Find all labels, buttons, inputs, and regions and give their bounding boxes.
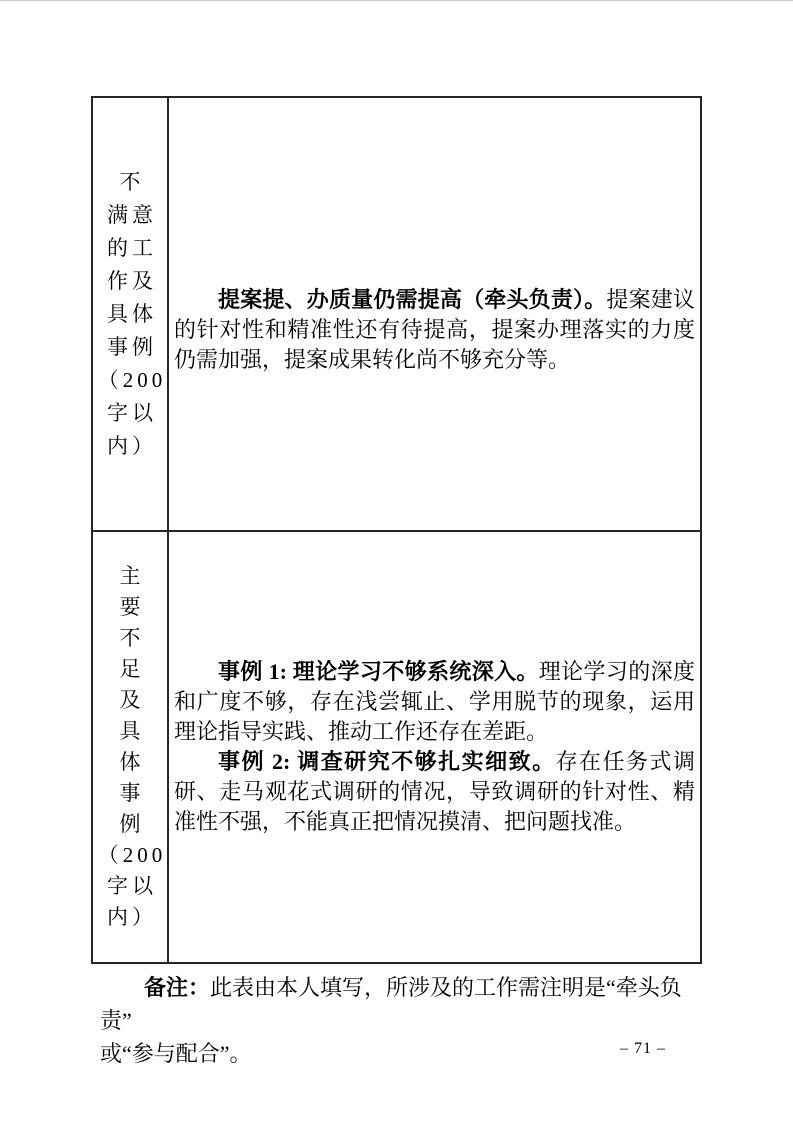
row-header-main-shortcomings xyxy=(93,532,169,962)
table-row-main-shortcomings xyxy=(93,532,700,962)
paragraph-rest: 理论学习的深度和广度不够，存在浅尝辄止、学用脱节的现象，运用理论指导实践、推动工作还存在差距。 xyxy=(174,659,695,744)
header-line: 事例 xyxy=(107,334,157,359)
header-line: 内） xyxy=(107,905,157,929)
header-line: 不 xyxy=(119,169,145,194)
paragraph-example-1 xyxy=(174,657,695,747)
remark-text: 此表由本人填写，所涉及的工作需注明是“牵头负责” xyxy=(100,975,682,1033)
header-line: 体 xyxy=(119,750,145,774)
header-line: 具 xyxy=(119,719,145,743)
page-number: – 71 – xyxy=(620,1040,666,1057)
header-line: 不 xyxy=(119,626,145,650)
header-line: 内） xyxy=(107,433,157,458)
header-line: 例 xyxy=(119,812,145,836)
header-line: 具体 xyxy=(107,301,157,326)
header-line: 字以 xyxy=(107,400,157,425)
header-line: （200 xyxy=(97,843,167,867)
header-line: 足 xyxy=(119,657,145,681)
paragraph-lead: 事例 2: 调查研究不够扎实细致。 xyxy=(218,749,556,774)
paragraph-lead: 提案提、办质量仍需提高（牵头负责）。 xyxy=(218,287,607,312)
page-top-edge xyxy=(0,0,793,1)
row-content-dissatisfied-work xyxy=(169,98,700,530)
row-content-main-shortcomings xyxy=(169,532,700,962)
remark-label: 备注： xyxy=(144,975,211,1000)
header-line: 作及 xyxy=(107,268,157,293)
paragraph-lead: 事例 1: 理论学习不够系统深入。 xyxy=(218,659,539,684)
header-line: 字以 xyxy=(107,874,157,898)
remark-note xyxy=(100,971,700,1070)
paragraph-rest: 提案建议的针对性和精准性还有待提高，提案办理落实的力度仍需加强，提案成果转化尚不够充分等。 xyxy=(174,287,695,372)
header-line: 主 xyxy=(119,564,145,588)
header-line: 要 xyxy=(119,595,145,619)
paragraph xyxy=(174,285,695,375)
header-line: 及 xyxy=(119,688,145,712)
row-header-dissatisfied-work xyxy=(93,98,169,530)
remark-note-line-2: 或“参与配合”。 xyxy=(100,1041,252,1066)
header-line: 的工 xyxy=(107,235,157,260)
paragraph-rest: 存在任务式调研、走马观花式调研的情况，导致调研的针对性、精准性不强，不能真正把情况摸清、把问题找准。 xyxy=(174,749,695,834)
header-line: 满意 xyxy=(107,202,157,227)
self-evaluation-table xyxy=(91,96,702,964)
header-line: （200 xyxy=(97,367,167,392)
header-line: 事 xyxy=(119,781,145,805)
remark-note-line-1 xyxy=(100,971,700,1037)
paragraph-example-2 xyxy=(174,747,695,837)
table-row-dissatisfied-work xyxy=(93,98,700,532)
